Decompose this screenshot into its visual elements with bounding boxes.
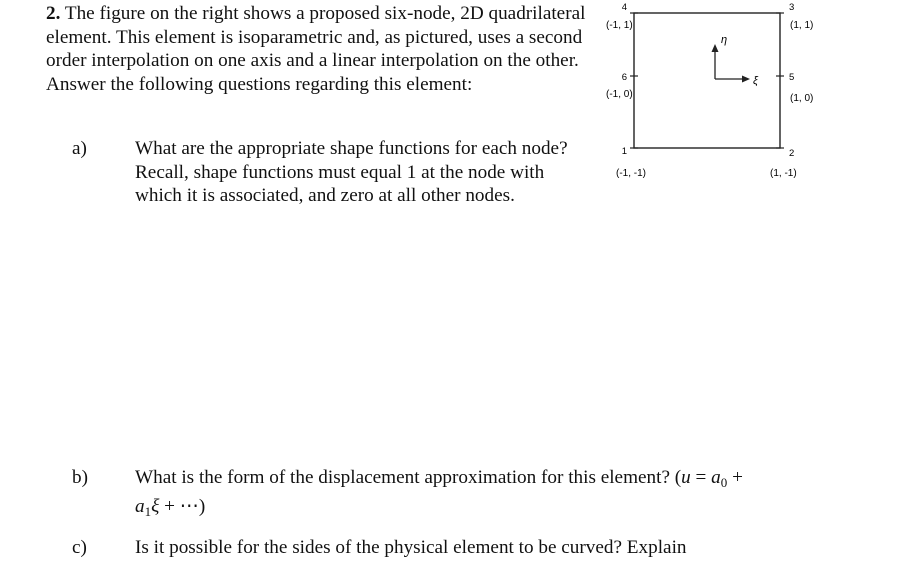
eta-axis-label: η (721, 34, 728, 46)
node-1-coord: (-1, -1) (616, 168, 646, 179)
subscript-0: 0 (720, 475, 728, 490)
node-3-number: 3 (789, 2, 795, 13)
part-a-text: What are the appropriate shape functions for each node? Recall, shape functions must equal 1 at the node with which it is associated, and zero at all other nodes. (135, 138, 568, 207)
element-figure (590, 0, 830, 190)
xi-axis-label: ξ (753, 75, 758, 87)
problem-text: The figure on the right shows a proposed six-node, 2D quadrilateral element. This element is isoparametric and, as pictured, uses a second order interpolation on one axis and a linear interpolation on the other. Answer the following questions regarding this element: (46, 3, 586, 95)
coefficient-a0: $a_0$ (711, 467, 728, 490)
part-c-text: Is it possible for the sides of the physical element to be curved? Explain (135, 537, 687, 558)
node-2-coord: (1, -1) (770, 168, 797, 179)
part-c-label: c) (72, 537, 87, 558)
node-4-coord: (-1, 1) (606, 20, 633, 31)
node-1-number: 1 (621, 146, 627, 157)
part-a-label: a) (72, 138, 87, 159)
part-b-text (135, 466, 835, 523)
part-b-label: b) (72, 467, 88, 488)
node-4-number: 4 (621, 2, 627, 13)
ellipsis-term: + ⋯) (159, 495, 206, 517)
node-3-coord: (1, 1) (790, 20, 814, 31)
plus-sign: + (727, 467, 743, 488)
xi-axis-arrow-icon (742, 76, 750, 83)
xi-symbol: ξ (151, 495, 160, 517)
problem-statement (46, 2, 591, 96)
subscript-1: 1 (144, 503, 152, 519)
node-5-number: 5 (789, 72, 795, 83)
part-b-question: What is the form of the displacement approximation for this element? ( (135, 467, 682, 488)
node-6-number: 6 (621, 72, 627, 83)
node-5-coord: (1, 0) (790, 93, 814, 104)
node-2-number: 2 (789, 148, 795, 159)
displacement-u: u (681, 467, 691, 488)
problem-number: 2. (46, 3, 61, 24)
element-boundary (634, 13, 780, 148)
equals-sign: = (690, 467, 712, 488)
node-6-coord: (-1, 0) (606, 89, 633, 100)
eta-axis-arrow-icon (712, 44, 719, 52)
coefficient-a1: $a_1\xi$ (135, 495, 160, 519)
